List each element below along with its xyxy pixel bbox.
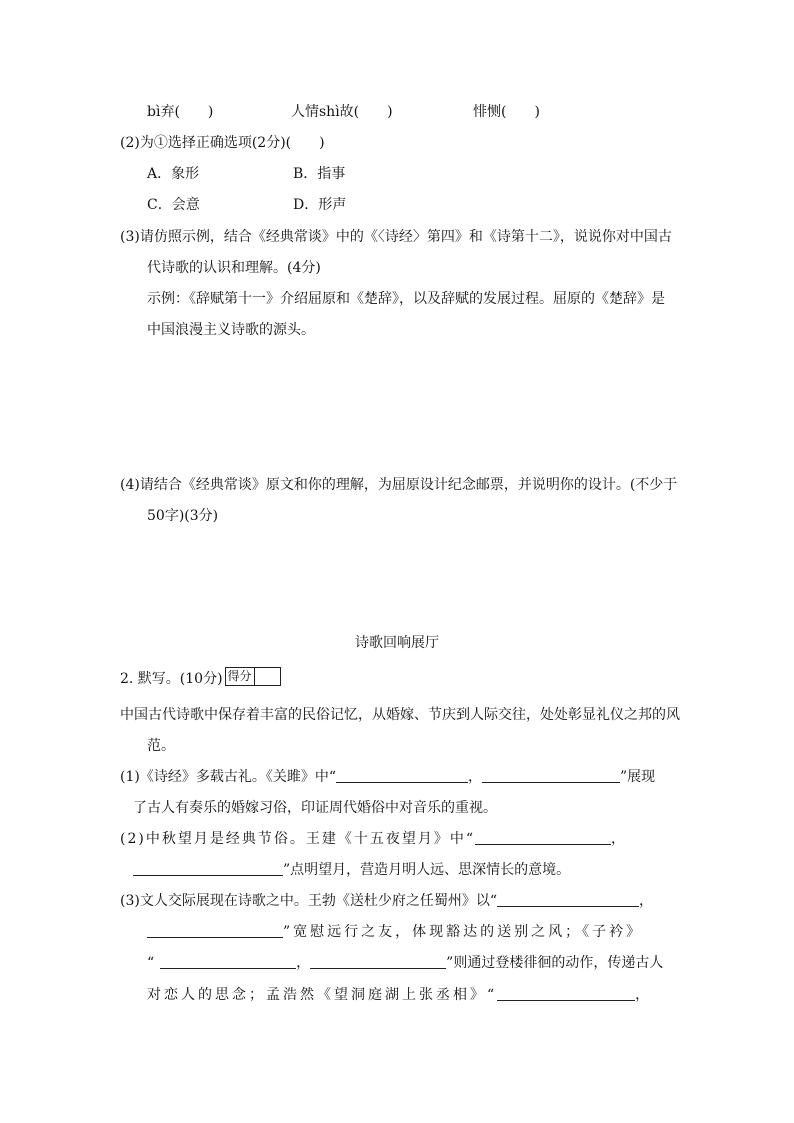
q2-intro-line2: 范。	[147, 738, 175, 754]
answer-blank[interactable]	[475, 830, 611, 845]
q1-sub4-line2: 50字)(3分)	[147, 508, 219, 524]
q2-s1-text-a: (1)《诗经》多载古礼。《关雎》中“	[120, 769, 336, 785]
q2-s3-line4	[147, 985, 652, 1005]
answer-blank[interactable]	[497, 892, 639, 907]
q2-s2-line2	[133, 860, 570, 880]
section-title: 诗歌回响展厅	[355, 635, 439, 651]
answer-blank[interactable]	[147, 923, 283, 938]
q1-sub4-line1: (4)请结合《经典常谈》原文和你的理解，为屈原设计纪念邮票，并说明你的设计。(不少于	[120, 477, 678, 493]
q2-s3-text-f: 对恋人的思念；孟浩然《望洞庭湖上张丞相》“	[147, 987, 498, 1003]
q2-s2-text-a: (2)中秋望月是经典节俗。王建《十五夜望月》中“	[120, 831, 475, 847]
q2-stem-row	[120, 667, 281, 689]
q2-s3-comma-1: ，	[639, 893, 653, 909]
q1-sub3-line1: (3)请仿照示例，结合《经典常谈》中的《〈诗经〉第四》和《诗第十二》，说说你对中国古	[120, 229, 672, 245]
q1-sub3-example-line1: 示例：《辞赋第十一》介绍屈原和《楚辞》，以及辞赋的发展过程。屈原的《楚辞》是	[147, 291, 665, 307]
score-label: 得分	[226, 668, 255, 685]
option-b: B．指事	[293, 166, 346, 182]
q2-s2-text-b: ”点明望月，营造月明人远、思深情长的意境。	[283, 862, 571, 878]
q2-s3-text-e: ”则通过登楼徘徊的动作，传递古人	[446, 955, 664, 971]
pinyin-item-3: 悱恻( )	[473, 104, 540, 120]
answer-blank[interactable]	[336, 768, 468, 783]
q2-s1-line2: 了古人有奏乐的婚嫁习俗，印证周代婚俗中对音乐的重视。	[133, 800, 497, 816]
pinyin-item-2: 人情shì故( )	[291, 104, 393, 120]
q2-s1-comma: ，	[468, 769, 482, 785]
q1-sub3-line2: 代诗歌的认识和理解。(4分)	[147, 260, 321, 276]
q2-s3-line2	[147, 922, 643, 942]
q2-s3-text-c: “	[147, 955, 155, 971]
q2-s3-text-b: ”宽慰远行之友，体现豁达的送别之风；《子衿》	[283, 924, 644, 940]
q2-s2-comma: ，	[611, 831, 627, 847]
option-c: C．会意	[147, 197, 200, 213]
q2-s2-line1	[120, 829, 627, 849]
q1-sub3-example-line2: 中国浪漫主义诗歌的源头。	[147, 322, 315, 338]
q2-s3-line3	[147, 953, 663, 973]
option-d: D．形声	[293, 197, 347, 213]
q2-s1-text-b: ”展现	[620, 769, 656, 785]
score-box	[225, 667, 281, 686]
answer-blank[interactable]	[160, 954, 296, 969]
q2-stem: 2. 默写。(10分)	[120, 671, 223, 687]
q2-s3-line1	[120, 891, 653, 911]
q2-s3-text-g: ，	[635, 987, 653, 1003]
answer-blank[interactable]	[497, 986, 635, 1001]
q2-s3-text-d: ，	[296, 955, 311, 971]
answer-blank[interactable]	[310, 954, 446, 969]
q2-s3-text-a: (3)文人交际展现在诗歌之中。王勃《送杜少府之任蜀州》以“	[120, 893, 497, 909]
pinyin-item-1: bì弃( )	[147, 104, 214, 120]
answer-blank[interactable]	[482, 768, 620, 783]
option-a: A．象形	[147, 166, 200, 182]
answer-blank[interactable]	[133, 861, 283, 876]
q2-s1-line1	[120, 767, 655, 787]
q2-intro-line1: 中国古代诗歌中保存着丰富的民俗记忆，从婚嫁、节庆到人际交往，处处彰显礼仪之邦的风	[120, 707, 680, 723]
q1-sub2-stem: (2)为①选择正确选项(2分)( )	[120, 135, 325, 151]
